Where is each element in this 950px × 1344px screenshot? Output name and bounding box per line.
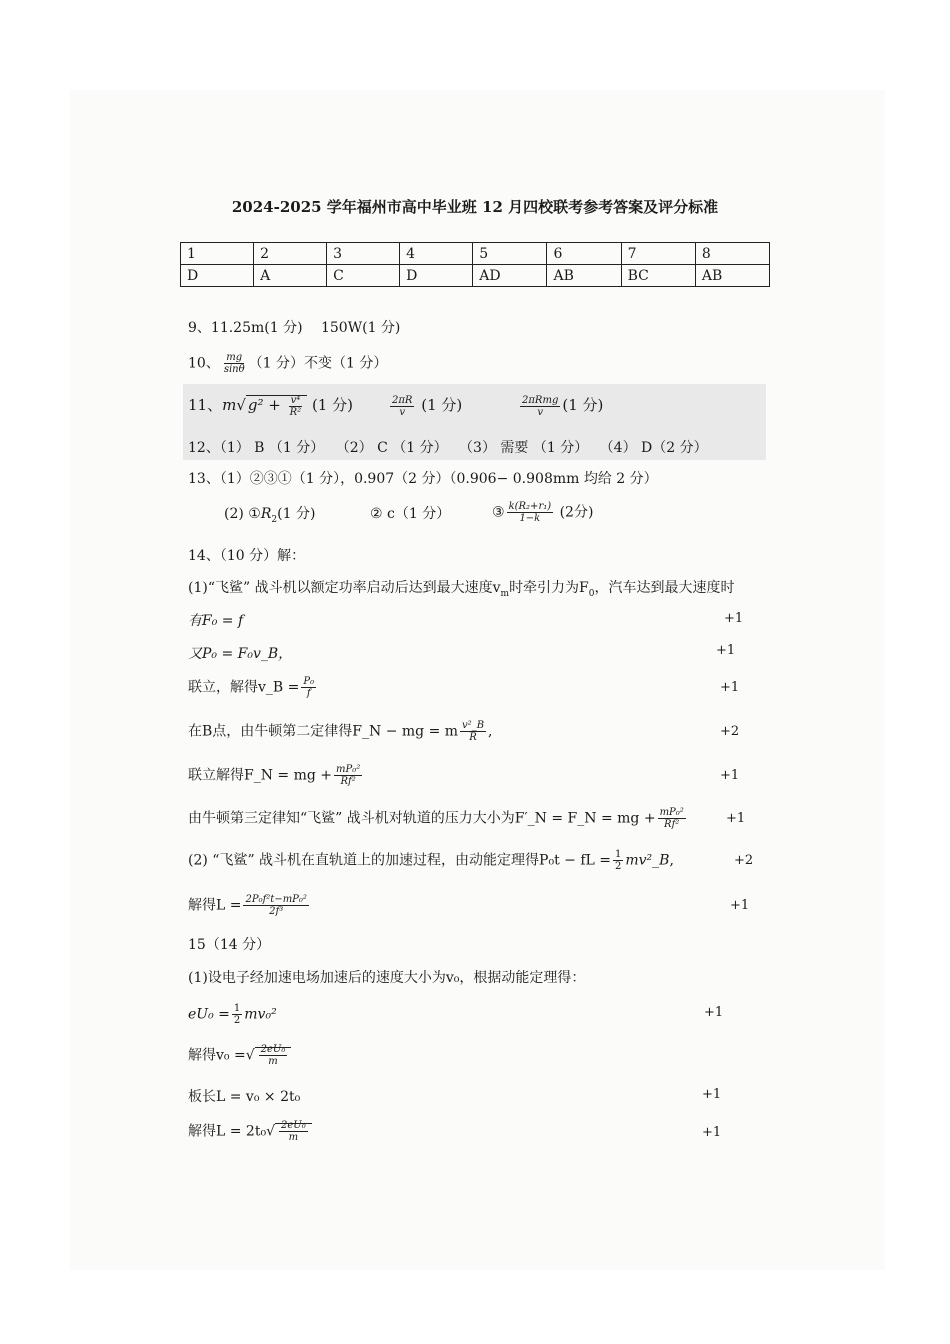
answer-q11-b: $\frac{2\pi R}{v}$ (1 分): [392, 394, 463, 418]
q14-line8: (2) “飞鲨” 战斗机在直轨道上的加速过程，由动能定理得P₀t − fL = $\frac{1}{2}$ mv²_B,: [188, 849, 674, 872]
q15-heading: 15（14 分）: [188, 937, 271, 953]
q14-line7: 由牛顿第三定律知“飞鲨” 战斗机对轨道的压力大小为F′_N = F_N = mg + $\frac{\text{mP₀²}}{\text{Rf²}}$: [188, 807, 684, 830]
answer-q13-part1: 13、（1）②③①（1 分），0.907（2 分）（0.906− 0.908mm 均给 2 分）: [188, 471, 658, 487]
page-title: 2024-2025 学年福州市高中毕业班 12 月四校联考参考答案及评分标准: [231, 198, 719, 216]
answer-q13-part2: (2) $①R_2(1$ 分): [224, 506, 316, 525]
q14-line9: 解得L = $\frac{\text{2P₀f²t−mP₀²}}{\text{2f³}}$: [188, 894, 307, 917]
table-cell: 6: [547, 243, 621, 265]
score: +1: [716, 643, 736, 658]
table-cell: 5: [473, 243, 547, 265]
score: +1: [704, 1005, 724, 1020]
q14-heading: 14、（10 分）解：: [188, 548, 306, 564]
score: +1: [702, 1087, 722, 1102]
answer-q12: 12、（1） B （1 分） （2） C （1 分） （3） 需要 （1 分） （4） D（2 分）: [188, 440, 708, 456]
table-cell: 7: [621, 243, 695, 265]
table-cell: AB: [547, 265, 621, 287]
q14-line1: (1)“飞鲨” 战斗机以额定功率启动后达到最大速度$v_m$时牵引力为$F_0$，汽车达到最大速度时: [188, 580, 735, 599]
answer-table: [180, 242, 770, 287]
table-cell: AD: [473, 265, 547, 287]
q10-label: 10、: [188, 355, 220, 372]
q10-rest: （1 分）不变（1 分）: [248, 355, 388, 372]
score: +1: [702, 1125, 722, 1140]
table-answer-row: [181, 265, 770, 287]
q15-line2: eU₀ = $\frac{1}{2}$ mv₀²: [188, 1003, 277, 1026]
table-cell: BC: [621, 265, 695, 287]
q15-line1: (1)设电子经加速电场加速后的速度大小为v₀，根据动能定理得：: [188, 970, 586, 986]
table-header-row: [181, 243, 770, 265]
answer-q13-part2-b: ② c（1 分）: [370, 506, 451, 522]
score: +1: [720, 680, 740, 695]
answer-q9: 9、11.25m(1 分) 150W(1 分): [188, 320, 401, 336]
q10-fraction: $\frac{mg}{\sin\theta}$: [223, 352, 245, 375]
answer-q13-part2-c: ③ $\frac{\text{k(R₂+r₁)}}{1-k}$ (2分): [492, 501, 594, 524]
q15-line3: 解得v₀ =√ $\frac{\text{2eU₀}}{m}$: [188, 1044, 291, 1067]
score: +2: [734, 853, 754, 868]
table-cell: 8: [695, 243, 769, 265]
table-cell: 2: [254, 243, 327, 265]
q14-line2: 有F₀ = f: [188, 613, 244, 629]
score: +1: [724, 611, 744, 626]
answer-q10: [188, 352, 387, 375]
score: +1: [726, 811, 746, 826]
table-cell: 4: [400, 243, 473, 265]
q14-line5: 在B点，由牛顿第二定律得F_N − mg = m $\frac{\text{v²\_B}}{R}$ ,: [188, 720, 493, 743]
q15-line4: 板长L = v₀ × 2t₀: [188, 1089, 301, 1105]
table-cell: AB: [695, 265, 769, 287]
score: +1: [730, 898, 750, 913]
q15-line5: 解得L = 2t₀√ $\frac{\text{2eU₀}}{m}$: [188, 1120, 312, 1143]
table-cell: 1: [181, 243, 254, 265]
table-cell: A: [254, 265, 327, 287]
score: +1: [720, 768, 740, 783]
score: +2: [720, 724, 740, 739]
q14-line4: 联立，解得v_B = $\frac{\text{P₀}}{f}$: [188, 676, 315, 699]
answer-q11: 11、m√ g² + $\frac{\text{v⁴}}{\text{R²}}$ (1 分): [188, 394, 353, 418]
table-cell: C: [327, 265, 400, 287]
answer-q11-c: $\frac{\text{2πRmg}}{v}$ (1 分): [522, 394, 604, 418]
q14-line6: 联立解得F_N = mg + $\frac{\text{mP₀²}}{\text{Rf²}}$: [188, 764, 361, 787]
table-cell: 3: [327, 243, 400, 265]
q14-line3: 又P₀ = F₀v_B，: [188, 646, 293, 662]
table-cell: D: [181, 265, 254, 287]
table-cell: D: [400, 265, 473, 287]
